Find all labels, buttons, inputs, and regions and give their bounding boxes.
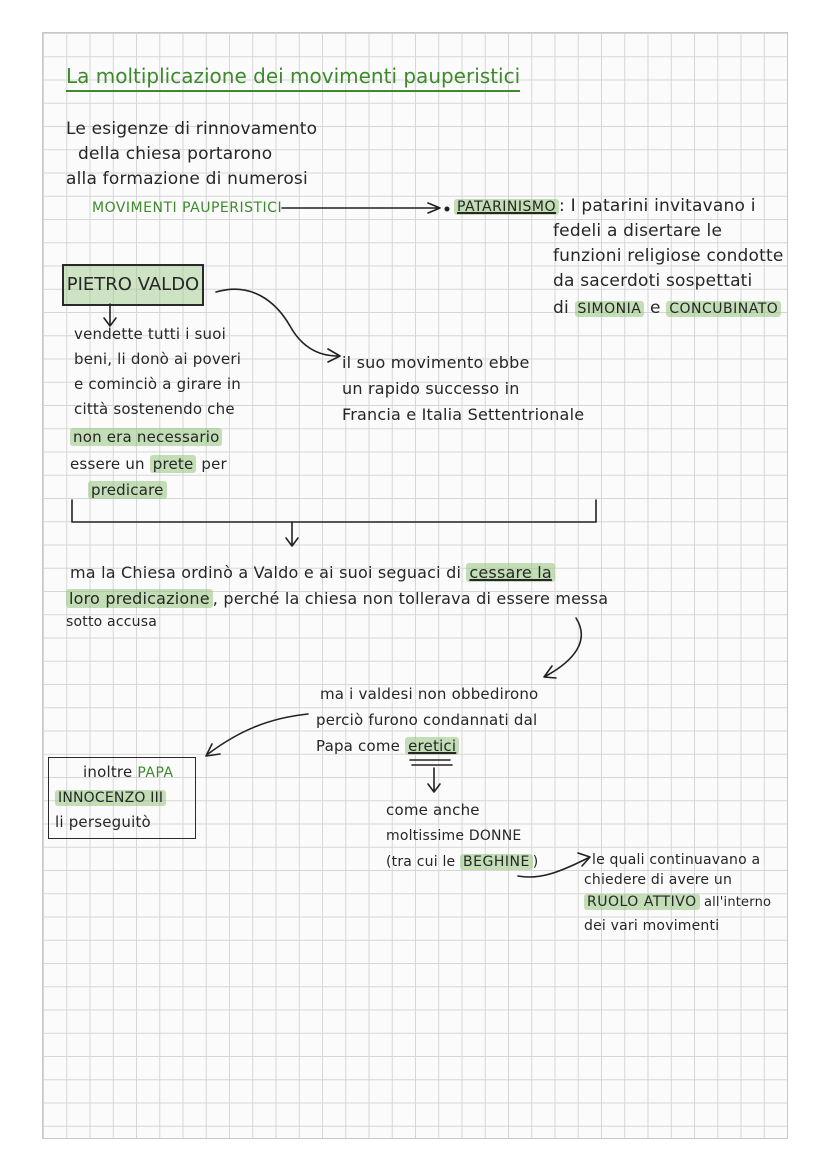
innocenzo-line-3: li perseguitò [55, 813, 151, 831]
valdesi-line-3-pre: Papa come [316, 737, 401, 755]
chiesa-line-1-pre: ma la Chiesa ordinò a Valdo e ai suoi seguaci di [70, 563, 462, 582]
simonia-highlight: SIMONIA [575, 301, 645, 317]
chiesa-line-3: sotto accusa [66, 614, 157, 630]
donne-line-3-post: ) [532, 854, 539, 870]
patarinismo-line-5-mid: e [649, 298, 661, 318]
patarinismo-line-2: fedeli a disertare le [553, 221, 723, 241]
beghine-desc-line-4: dei vari movimenti [584, 918, 720, 934]
eretici-highlight: eretici [405, 737, 459, 755]
valdo-line-6-pre: essere un [70, 455, 145, 473]
valdo-line-3: e cominciò a girare in [74, 375, 241, 393]
predicare-highlight: predicare [88, 481, 167, 499]
donne-line-1: come anche [386, 801, 480, 819]
beghine-desc-line-3-post: all'interno [703, 895, 772, 910]
papa-label: PAPA [137, 765, 174, 781]
beghine-desc-line-1: le quali continuavano a [592, 852, 761, 868]
patarinismo-line-3: funzioni religiose condotte [553, 246, 784, 266]
beghine-desc-line-2: chiedere di avere un [584, 872, 733, 888]
arrow-valdo-down [104, 304, 116, 326]
innocenzo-name: INNOCENZO III [55, 790, 166, 806]
movimenti-pauperistici: MOVIMENTI PAUPERISTICI [92, 200, 283, 216]
arrow-valdo-to-movimento [216, 289, 340, 362]
eretici-underline [410, 760, 452, 765]
patarinismo-line-1-text: : I patarini invitavano i [559, 196, 756, 216]
patarinismo-line-4: da sacerdoti sospettati [553, 271, 753, 291]
cessare-highlight: cessare la [466, 563, 555, 582]
valdo-line-1: vendette tutti i suoi [74, 325, 227, 343]
beghine-highlight: BEGHINE [460, 854, 533, 870]
page-title: La moltiplicazione dei movimenti pauperistici [66, 64, 520, 92]
arrow-eretici-down [428, 768, 440, 792]
intro-line-2: della chiesa portarono [78, 144, 273, 164]
arrow-valdesi-to-innocenzo [206, 714, 308, 756]
valdesi-line-2: perciò furono condannati dal [316, 711, 538, 729]
patarinismo-bullet [445, 207, 450, 212]
arrow-chiesa-to-valdesi [544, 618, 581, 678]
loro-predicazione-highlight: loro predicazione [66, 589, 213, 608]
pietro-valdo-box: PIETRO VALDO [62, 264, 204, 306]
valdo-line-4: città sostenendo che [74, 400, 235, 418]
donne-line-2: moltissime DONNE [386, 828, 522, 844]
movimento-line-2: un rapido successo in [342, 379, 520, 398]
donne-line-3-pre: (tra cui le [386, 854, 456, 870]
valdo-line-6-post: per [201, 455, 227, 473]
arrow-bracket-down [286, 522, 298, 546]
arrow-to-patarinismo [282, 203, 440, 213]
concubinato-highlight: CONCUBINATO [666, 301, 781, 317]
valdo-line-2: beni, li donò ai poveri [74, 350, 242, 368]
movimento-line-3: Francia e Italia Settentrionale [342, 405, 585, 424]
valdesi-line-1: ma i valdesi non obbedirono [320, 685, 539, 703]
bracket-line [72, 500, 596, 522]
arrow-beghine-to-desc [518, 853, 590, 877]
innocenzo-line-1-pre: inoltre [83, 763, 133, 781]
prete-highlight: prete [150, 455, 197, 473]
patarinismo-label: PATARINISMO [454, 199, 559, 215]
ruolo-attivo-highlight: RUOLO ATTIVO [584, 894, 700, 910]
chiesa-line-2-post: , perché la chiesa non tollerava di essere messa [212, 589, 609, 608]
intro-line-3: alla formazione di numerosi [66, 169, 308, 189]
intro-line-1: Le esigenze di rinnovamento [66, 119, 318, 139]
patarinismo-line-5-pre: di [553, 298, 569, 318]
non-era-necessario-highlight: non era necessario [70, 428, 222, 446]
movimento-line-1: il suo movimento ebbe [342, 353, 530, 372]
